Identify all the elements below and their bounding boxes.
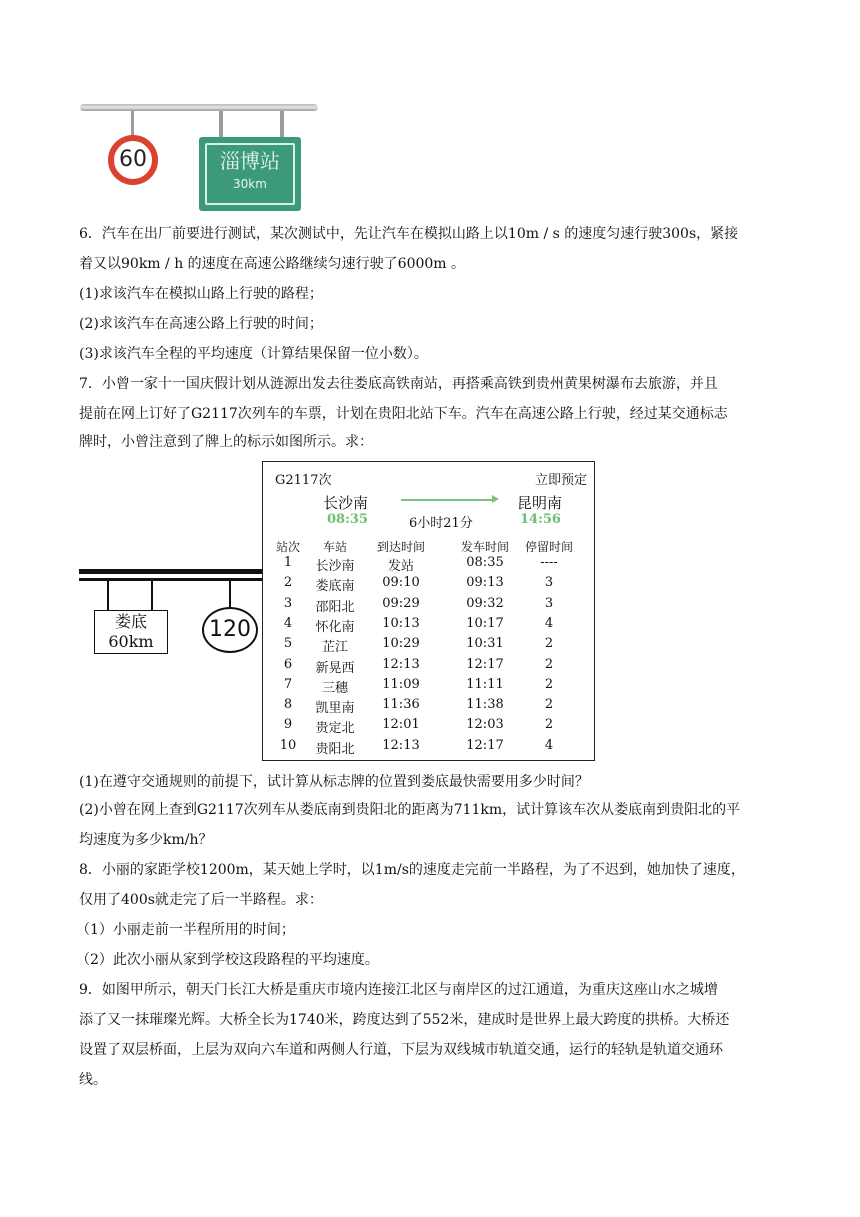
timetable-cell: 11:11 xyxy=(466,676,504,692)
sign-rail xyxy=(79,569,262,574)
sign-hanger xyxy=(229,581,231,608)
trip-duration: 6小时21分 xyxy=(409,516,473,531)
speed-limit-sign: 120 xyxy=(202,607,258,653)
timetable-cell: 2 xyxy=(544,676,554,692)
q7-line: 牌时，小曾注意到了牌上的标示如图所示。求： xyxy=(79,434,373,450)
q9-line: 9．如图甲所示，朝天门长江大桥是重庆市境内连接江北区与南岸区的过江通道，为重庆这座山水之城增 xyxy=(79,982,718,998)
timetable-cell: ---- xyxy=(540,555,558,570)
timetable-cell: 4 xyxy=(283,615,293,631)
timetable-cell: 10:29 xyxy=(382,636,420,652)
timetable-cell: 10 xyxy=(279,737,297,753)
loudi-distance-sign xyxy=(94,610,168,654)
route-arrow-icon xyxy=(401,499,495,501)
timetable-cell: 2 xyxy=(544,717,554,733)
timetable-cell: 贵阳北 xyxy=(315,741,355,757)
speed-limit-sign: 60 xyxy=(108,135,158,185)
timetable-cell: 2 xyxy=(544,697,554,713)
depart-time: 08:35 xyxy=(327,512,368,527)
timetable-cell: 贵定北 xyxy=(315,721,355,737)
q8-line: （2）此次小丽从家到学校这段路程的平均速度。 xyxy=(76,952,379,968)
q6-line: 着又以90km / h 的速度在高速公路继续匀速行驶了6000m 。 xyxy=(79,256,466,272)
q9-line: 添了又一抹璀璨光辉。大桥全长为1740米，跨度达到了552米，建成时是世界上最大跨度的拱桥。大桥还 xyxy=(79,1012,730,1028)
q6-line: 6．汽车在出厂前要进行测试，某次测试中，先让汽车在模拟山路上以10m / s 的速度匀速行驶300s，紧接 xyxy=(79,226,739,242)
q8-line: 8．小丽的家距学校1200m，某天她上学时，以1m/s的速度走完前一半路程，为了不迟到，她加快了速度， xyxy=(79,862,745,878)
timetable-cell: 4 xyxy=(544,737,554,753)
timetable-cell: 09:13 xyxy=(466,575,504,591)
column-header: 到达时间 xyxy=(376,540,425,554)
sign-pole xyxy=(131,111,134,137)
timetable-cell: 发站 xyxy=(387,559,414,574)
timetable-cell: 11:09 xyxy=(382,676,420,692)
q6-line: (2)求该汽车在高速公路上行驶的时间； xyxy=(79,316,323,332)
sign-place: 娄底 xyxy=(114,612,147,631)
timetable-cell: 11:36 xyxy=(382,697,420,713)
timetable-cell: 12:01 xyxy=(382,717,420,733)
timetable-cell: 09:32 xyxy=(466,595,504,611)
timetable-cell: 12:13 xyxy=(382,656,420,672)
timetable-cell: 1 xyxy=(283,555,293,570)
sign-station-name: 淄博站 xyxy=(220,149,280,173)
timetable-cell: 12:17 xyxy=(466,737,504,753)
timetable-cell: 09:10 xyxy=(382,575,420,591)
timetable-cell: 5 xyxy=(283,636,293,652)
arrow-head-icon xyxy=(492,495,499,503)
column-header: 停留时间 xyxy=(524,540,573,554)
timetable-cell: 11:38 xyxy=(466,697,504,713)
q7-line: 提前在网上订好了G2117次列车的车票，计划在贵阳北站下车。汽车在高速公路上行驶，经过某交通标志 xyxy=(79,406,728,422)
q6-line: (3)求该汽车全程的平均速度（计算结果保留一位小数）。 xyxy=(79,346,428,362)
to-station: 昆明南 xyxy=(517,494,563,512)
q6-line: (1)求该汽车在模拟山路上行驶的路程； xyxy=(79,286,323,302)
timetable-cell: 三穗 xyxy=(321,680,348,696)
sign-gantry-bar xyxy=(80,104,318,111)
q7-line: 7．小曾一家十一国庆假计划从涟源出发去往娄底高铁南站，再搭乘高铁到贵州黄果树瀑布去旅游，并且 xyxy=(79,376,718,392)
timetable-cell: 09:29 xyxy=(382,595,420,611)
sign-distance: 60km xyxy=(108,632,154,651)
sign-distance: 30km xyxy=(233,177,267,191)
timetable-cell: 长沙南 xyxy=(315,559,355,574)
sign-pole xyxy=(280,111,284,139)
timetable-cell: 邵阳北 xyxy=(315,599,355,615)
sign-hanger xyxy=(107,581,109,611)
timetable-cell: 4 xyxy=(544,615,554,631)
timetable-cell: 7 xyxy=(283,676,293,692)
timetable-cell: 10:31 xyxy=(466,636,504,652)
q8-line: （1）小丽走前一半程所用的时间； xyxy=(76,922,295,938)
timetable-cell: 8 xyxy=(283,697,293,713)
timetable-cell: 新晃西 xyxy=(315,660,355,676)
timetable-cell: 3 xyxy=(544,575,554,591)
timetable-cell: 凯里南 xyxy=(315,701,355,717)
train-number: G2117次 xyxy=(275,473,332,488)
book-now-link[interactable]: 立即预定 xyxy=(535,473,588,488)
timetable-cell: 3 xyxy=(544,595,554,611)
timetable-cell: 10:13 xyxy=(382,615,420,631)
column-header: 车站 xyxy=(322,540,347,554)
timetable-cell: 08:35 xyxy=(466,555,504,570)
sign-pole xyxy=(219,111,223,139)
q9-line: 设置了双层桥面，上层为双向六车道和两侧人行道，下层为双线城市轨道交通，运行的轻轨是轨道交通环 xyxy=(79,1042,723,1058)
from-station: 长沙南 xyxy=(323,494,369,512)
timetable-cell: 6 xyxy=(283,656,293,672)
q7-question: 均速度为多少km/h？ xyxy=(79,832,213,848)
timetable-cell: 12:17 xyxy=(466,656,504,672)
timetable-cell: 2 xyxy=(544,656,554,672)
timetable-cell: 娄底南 xyxy=(315,579,355,595)
q7-question: (1)在遵守交通规则的前提下，试计算从标志牌的位置到娄底最快需要用多少时间？ xyxy=(79,774,589,790)
q7-question: (2)小曾在网上查到G2117次列车从娄底南到贵阳北的距离为711km，试计算该车次从娄底南到贵阳北的平 xyxy=(79,802,741,818)
timetable-cell: 3 xyxy=(283,595,293,611)
sign-hanger xyxy=(151,581,153,611)
timetable-cell: 9 xyxy=(283,717,293,733)
train-timetable xyxy=(262,461,595,761)
timetable-cell: 12:03 xyxy=(466,717,504,733)
q8-line: 仅用了400s就走完了后一半路程。求： xyxy=(79,892,323,908)
timetable-cell: 2 xyxy=(544,636,554,652)
timetable-cell: 10:17 xyxy=(466,615,504,631)
column-header: 站次 xyxy=(275,540,300,554)
column-header: 发车时间 xyxy=(460,540,509,554)
timetable-cell: 怀化南 xyxy=(315,619,355,635)
arrive-time: 14:56 xyxy=(520,512,561,527)
timetable-cell: 芷江 xyxy=(321,640,348,656)
timetable-cell: 2 xyxy=(283,575,293,591)
station-distance-sign xyxy=(199,137,301,211)
q9-line: 线。 xyxy=(79,1072,107,1088)
timetable-cell: 12:13 xyxy=(382,737,420,753)
